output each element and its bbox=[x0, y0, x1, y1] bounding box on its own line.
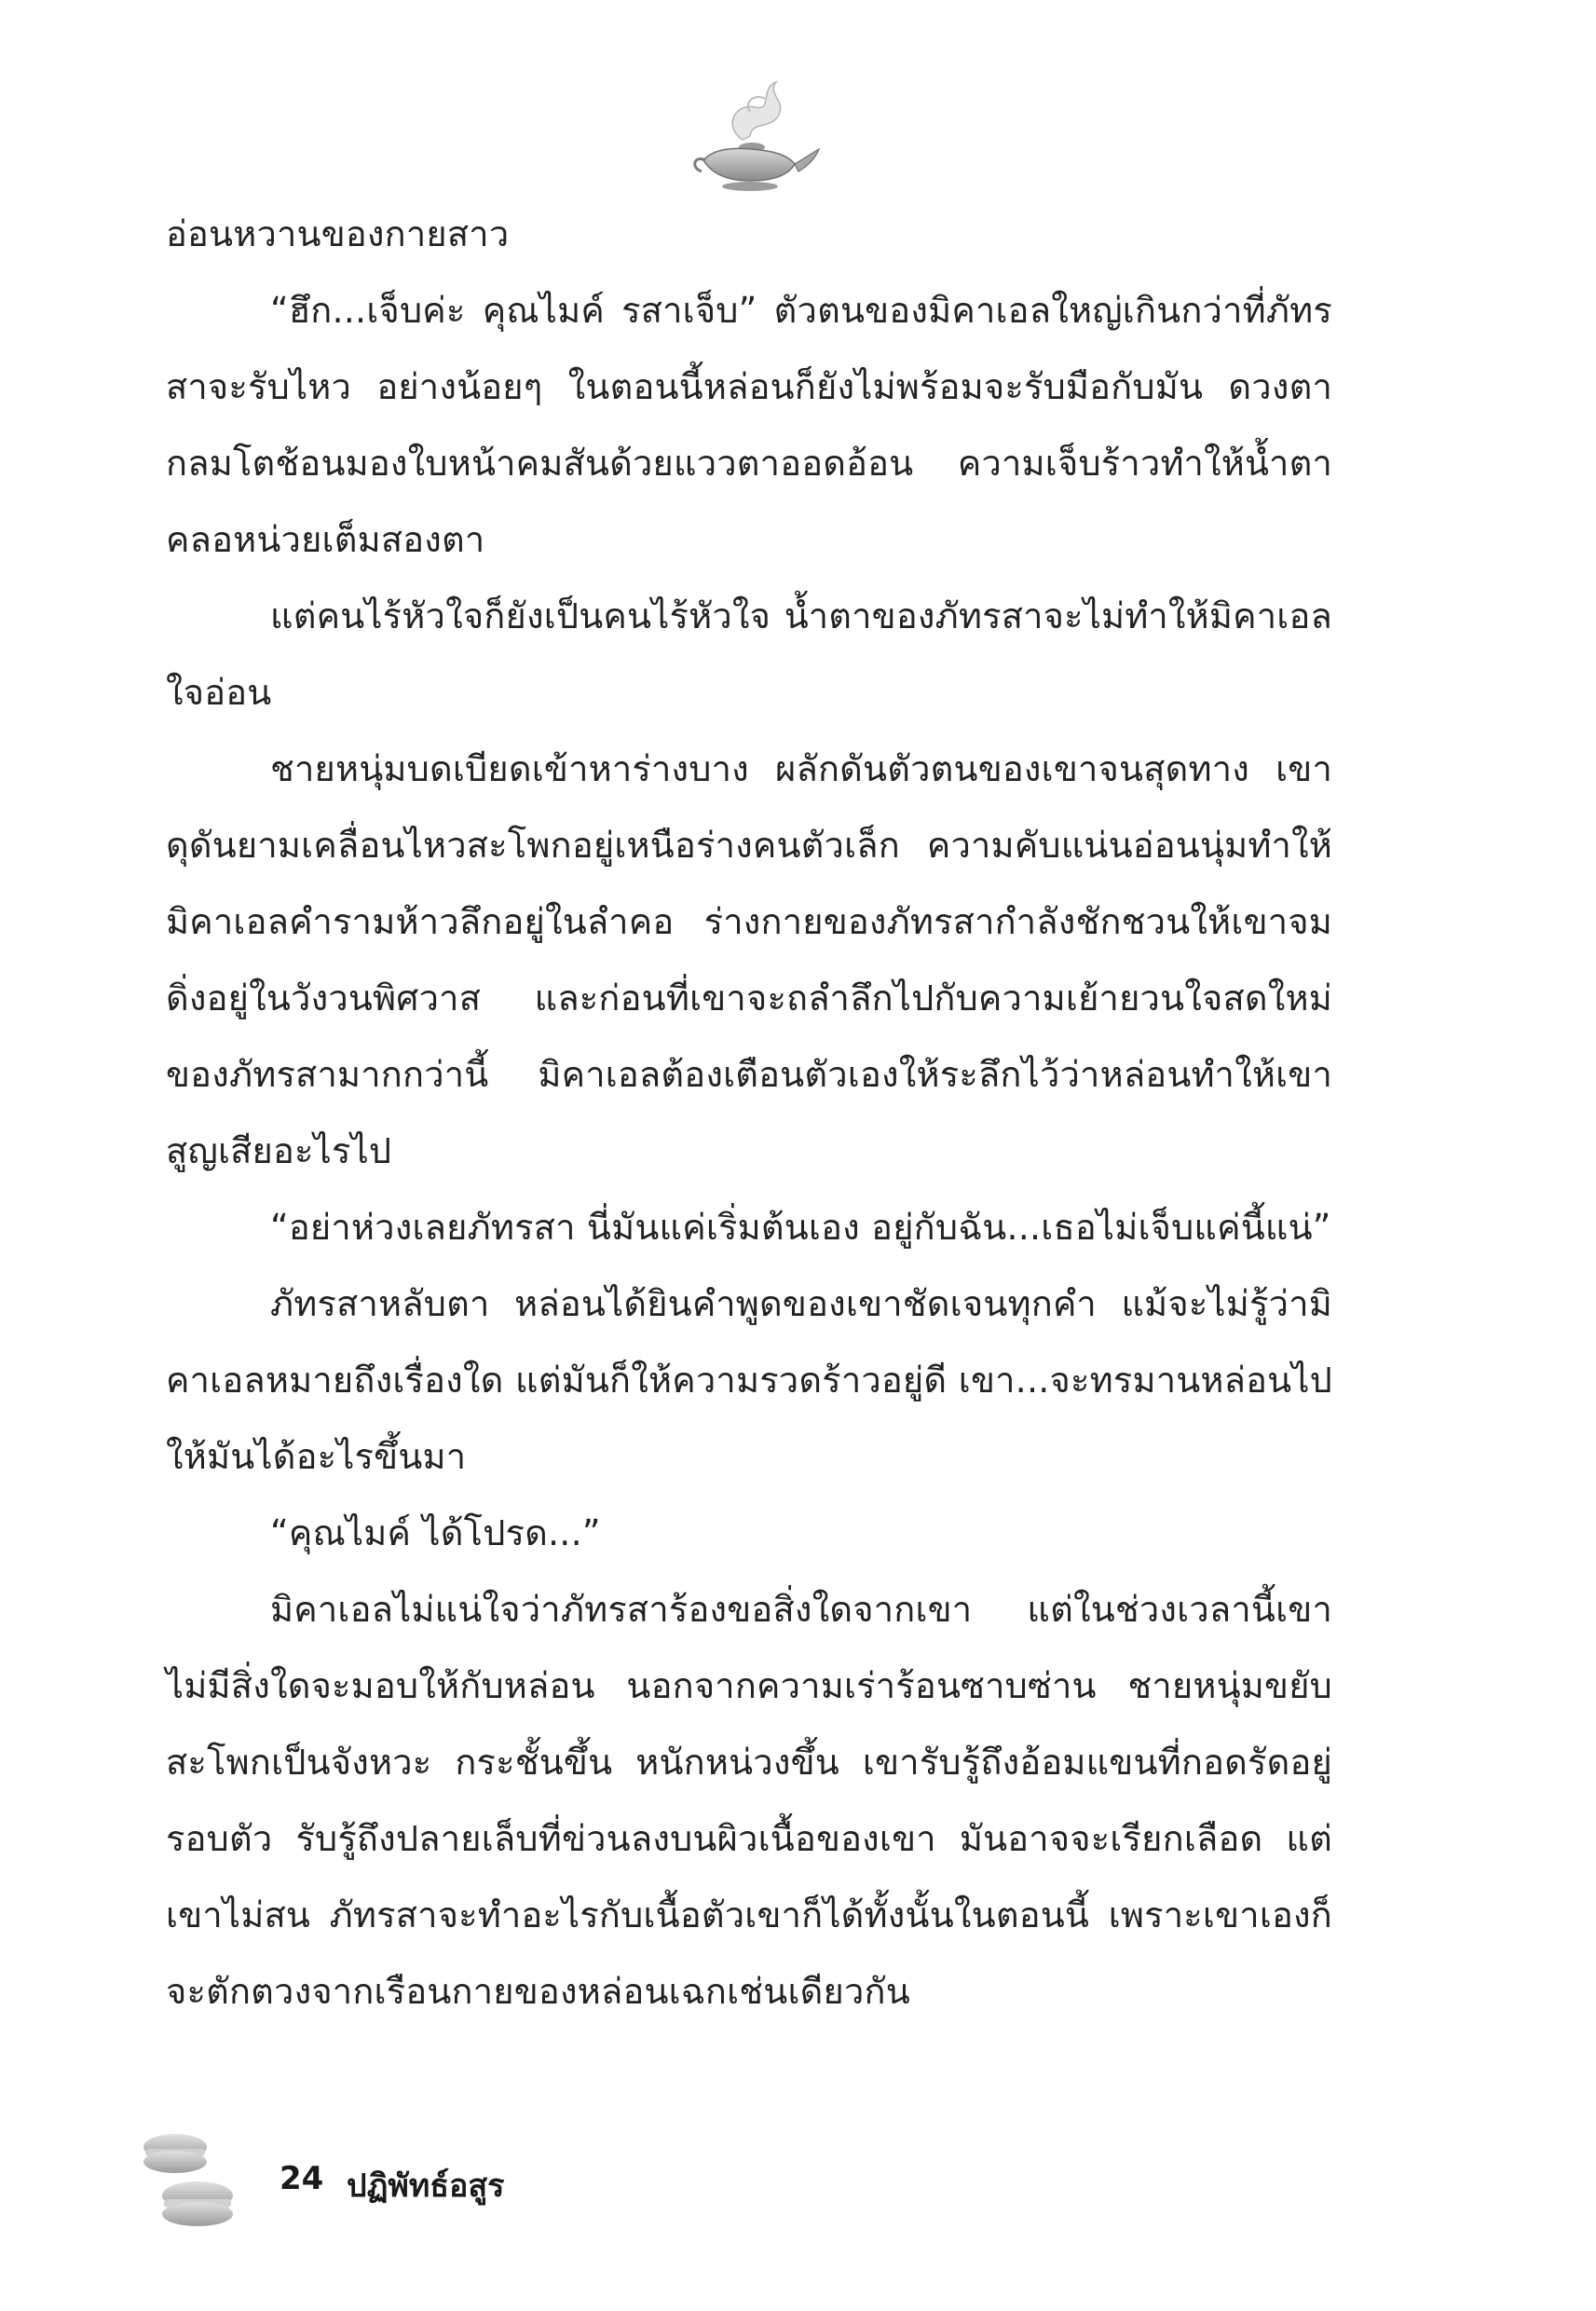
paragraph: “อย่าห่วงเลยภัทรสา นี่มันแค่เริ่มต้นเอง อยู่กับฉัน...เธอไม่เจ็บแค่นี้แน่” bbox=[270, 1207, 1331, 1248]
paragraph: “ฮึก...เจ็บค่ะ คุณไมค์ รสาเจ็บ” ตัวตนของมิคาเอลใหญ่เกินกว่าที่ภัทรสาจะรับไหว อย่างน้อยๆ ในตอนนี้หล่อนก็ยังไม่พร้อมจะรับมือกับมัน ดวงตากลมโตช้อนมองใบหน้าคมสันด้วยแววตาออดอ้อน ความเจ็บร้าวทำให้น้ำตาคลอหน่วยเต็มสองตา bbox=[166, 290, 1332, 560]
paragraph: แต่คนไร้หัวใจก็ยังเป็นคนไร้หัวใจ น้ำตาของภัทรสาจะไม่ทำให้มิคาเอลใจอ่อน bbox=[166, 595, 1332, 713]
page-footer bbox=[130, 2123, 689, 2235]
page-number: 24 bbox=[280, 2160, 324, 2197]
macaron-icon bbox=[130, 2123, 252, 2235]
paragraph: อ่อนหวานของกายสาว bbox=[166, 213, 510, 254]
body-text bbox=[166, 196, 1332, 2030]
paragraph: มิคาเอลไม่แน่ใจว่าภัทรสาร้องขอสิ่งใดจากเขา แต่ในช่วงเวลานี้เขาไม่มีสิ่งใดจะมอบให้กับหล่อน นอกจากความเร่าร้อนซาบซ่าน ชายหนุ่มขยับสะโพกเป็นจังหวะ กระชั้นขึ้น หนักหน่วงขึ้น เขารับรู้ถึงอ้อมแขนที่กอดรัดอยู่รอบตัว รับรู้ถึงปลายเล็บที่ข่วนลงบนผิวเนื้อของเขา มันอาจจะเรียกเลือด แต่เขาไม่สน ภัทรสาจะทำอะไรกับเนื้อตัวเขาก็ได้ทั้งนั้นในตอนนี้ เพราะเขาเองก็จะตักตวงจากเรือนกายของหล่อนเฉกเช่นเดียวกัน bbox=[166, 1589, 1332, 2012]
genie-lamp-icon bbox=[685, 75, 825, 196]
paragraph: “คุณไมค์ ได้โปรด...” bbox=[270, 1512, 601, 1553]
paragraph: ชายหนุ่มบดเบียดเข้าหาร่างบาง ผลักดันตัวตนของเขาจนสุดทาง เขาดุดันยามเคลื่อนไหวสะโพกอยู่เหนือร่างคนตัวเล็ก ความคับแน่นอ่อนนุ่มทำให้มิคาเอลคำรามห้าวลึกอยู่ในลำคอ ร่างกายของภัทรสากำลังชักชวนให้เขาจมดิ่งอยู่ในวังวนพิศวาส และก่อนที่เขาจะถลำลึกไปกับความเย้ายวนใจสดใหม่ของภัทรสามากกว่านี้ มิคาเอลต้องเตือนตัวเองให้ระลึกไว้ว่าหล่อนทำให้เขาสูญเสียอะไรไป bbox=[166, 748, 1332, 1171]
book-title: ปฏิพัทธ์อสูร bbox=[347, 2167, 505, 2205]
paragraph: ภัทรสาหลับตา หล่อนได้ยินคำพูดของเขาชัดเจนทุกคำ แม้จะไม่รู้ว่ามิคาเอลหมายถึงเรื่องใด แต่มันก็ให้ความรวดร้าวอยู่ดี เขา...จะทรมานหล่อนไปให้มันได้อะไรขึ้นมา bbox=[166, 1283, 1332, 1477]
